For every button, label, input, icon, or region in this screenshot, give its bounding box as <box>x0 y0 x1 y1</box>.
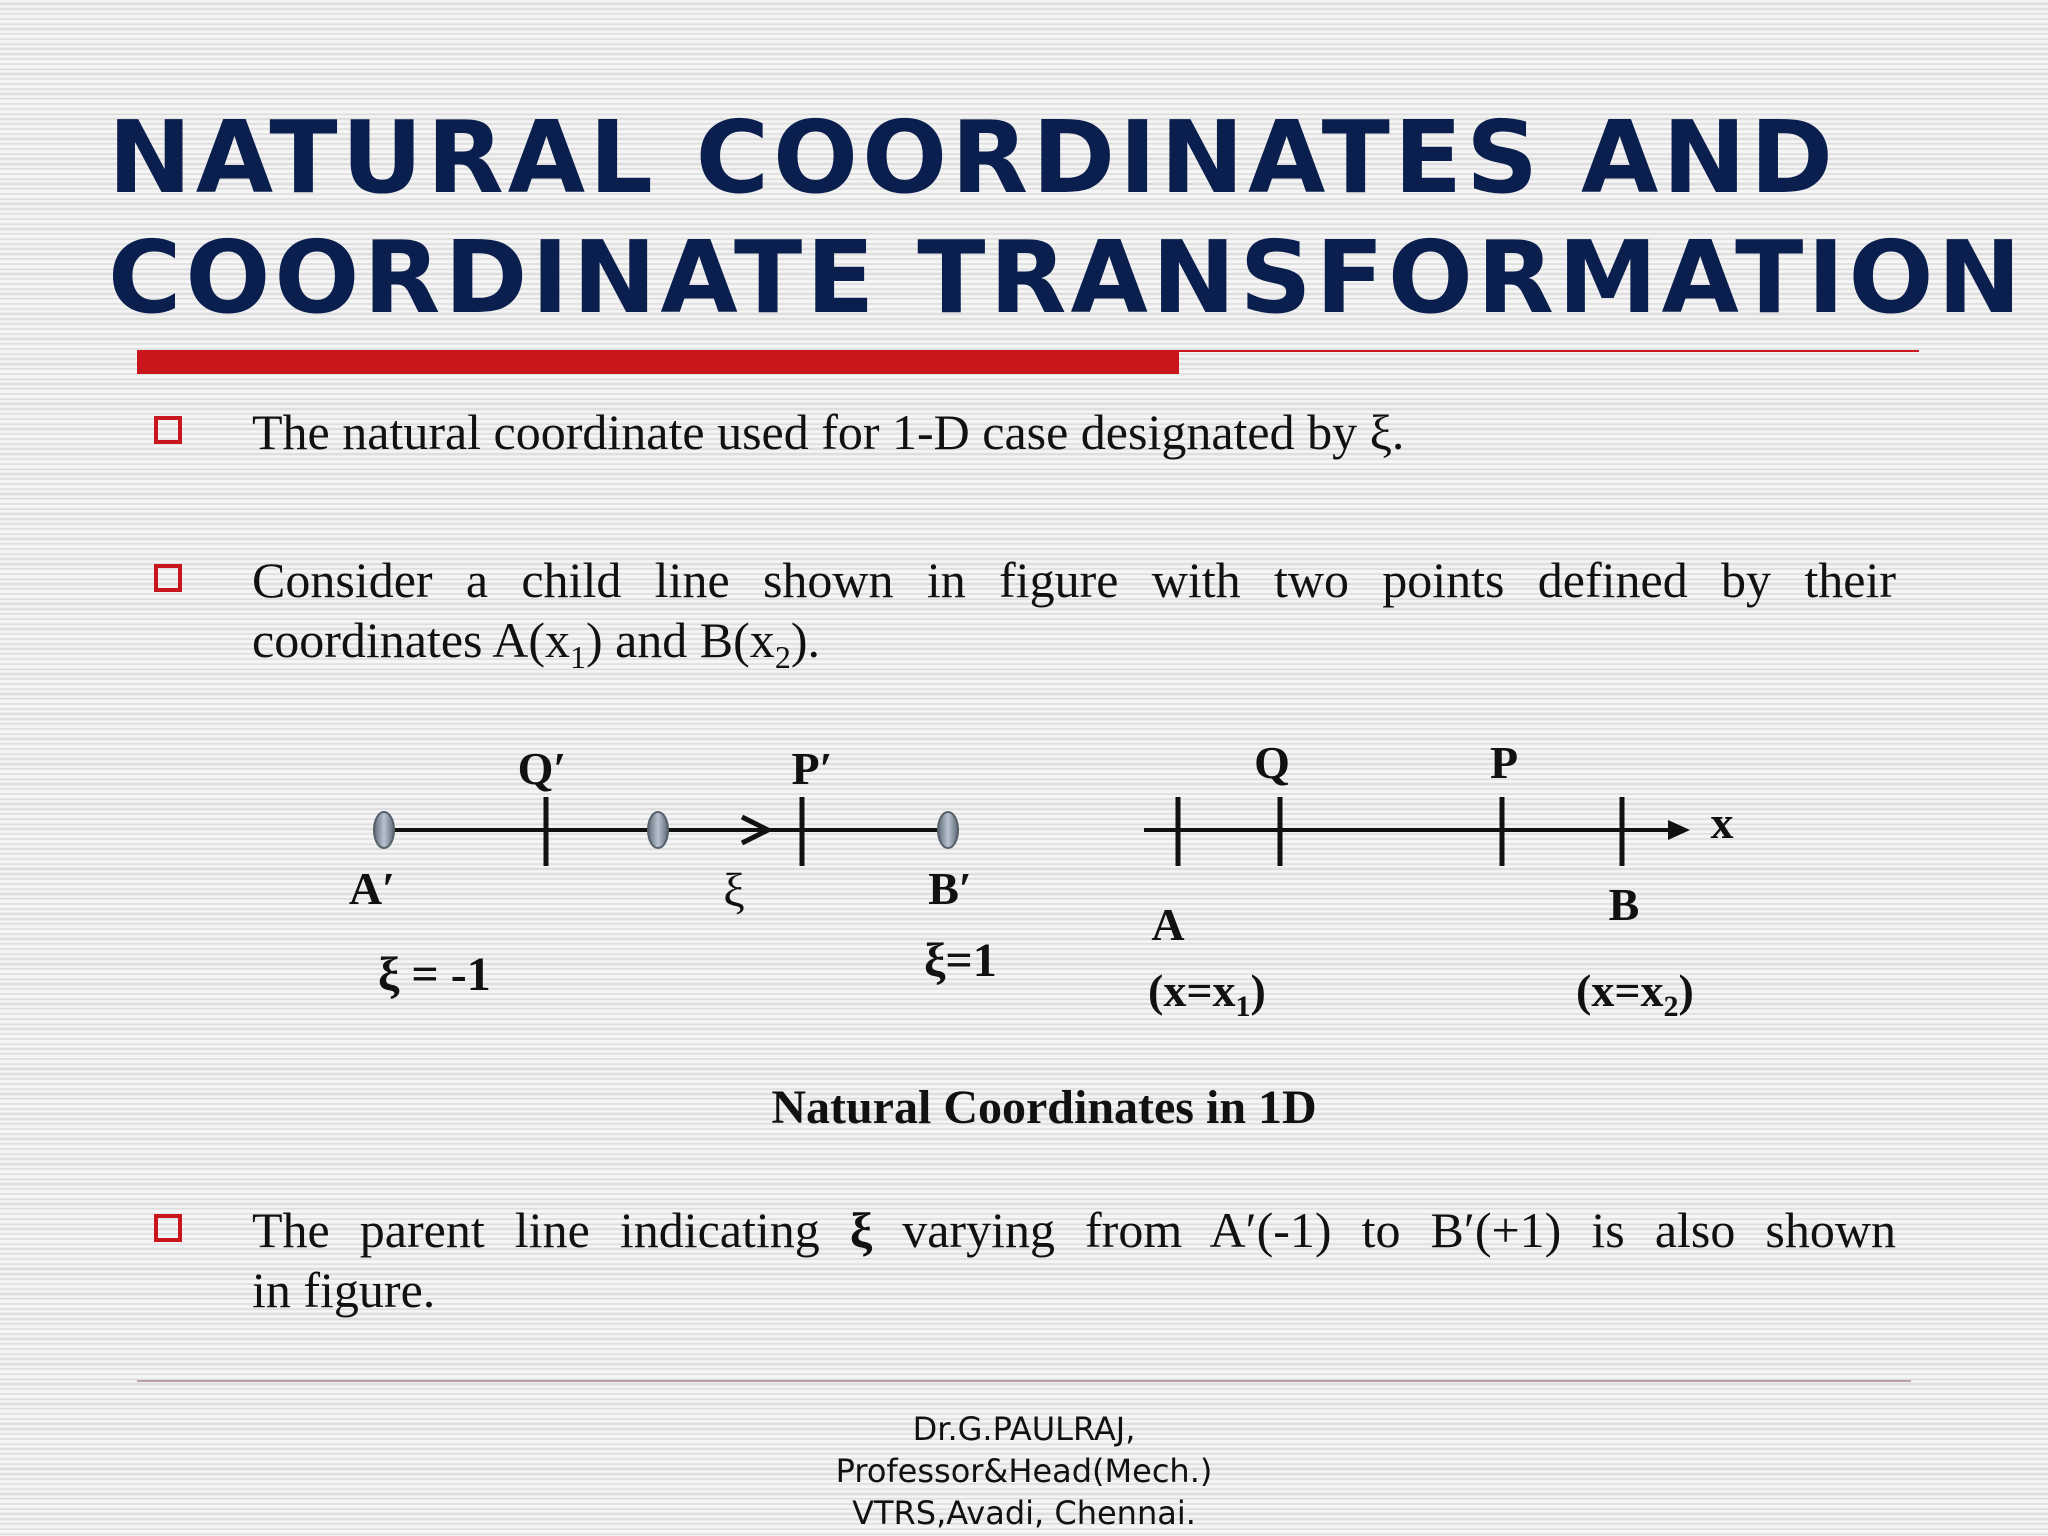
label-a-coordinate: $(x=x_1)$ <box>1148 965 1266 1023</box>
bullet-square-icon <box>154 416 182 444</box>
title-underline-bar <box>137 350 1179 374</box>
label-b-prime: B′ <box>928 863 972 914</box>
child-line-diagram <box>1144 737 1734 1023</box>
label-p: P <box>1489 737 1519 788</box>
label-q: Q <box>1254 737 1290 788</box>
figure-caption: Natural Coordinates in 1D <box>771 1081 1317 1134</box>
slide-title-line-2: COORDINATE TRANSFORMATION <box>108 219 2026 336</box>
bullet-text-3-line-2: in figure. <box>252 1262 436 1318</box>
label-b: B <box>1608 879 1640 930</box>
label-p-prime: P′ <box>791 743 833 794</box>
title-underline-thin <box>1179 350 1919 352</box>
xi-arrow-icon <box>742 817 768 843</box>
bullet-text-3-line-1: The parent line indicating ξ varying from A′(-1) to B′(+1) is also shown <box>252 1202 1896 1258</box>
footer-line-1: Dr.G.PAULRAJ, <box>912 1410 1136 1448</box>
label-q-prime: Q′ <box>517 743 567 794</box>
node-b-prime-icon <box>938 812 958 848</box>
parent-line-diagram <box>349 743 997 1001</box>
bullet-text-1: The natural coordinate used for 1-D case designated by ξ. <box>252 404 1405 460</box>
label-xi: ξ <box>723 864 745 917</box>
bullet-text-2-line-2: coordinates $A(x_1)$ and $B(x_2)$. <box>252 612 820 675</box>
label-x-axis: x <box>1710 797 1734 848</box>
bullet-text-2-line-1: Consider a child line shown in figure with two points defined by their <box>252 552 1896 608</box>
label-a: A <box>1151 899 1185 950</box>
x-axis-arrow-icon <box>1668 820 1690 840</box>
bullet-text-3 <box>252 1200 1896 1320</box>
label-xi-one: ξ=1 <box>924 934 997 987</box>
bullet-text-2 <box>252 550 1896 687</box>
footer-author <box>0 1408 2048 1534</box>
footer-line-2: Professor&Head(Mech.) <box>835 1452 1213 1490</box>
node-a-prime-icon <box>374 812 394 848</box>
label-a-prime: A′ <box>348 863 396 914</box>
label-b-coordinate: $(x=x_2)$ <box>1576 965 1694 1023</box>
node-mid-icon <box>648 812 668 848</box>
slide-title-line-1: NATURAL COORDINATES AND <box>108 99 1838 216</box>
slide-title <box>108 98 2025 338</box>
bullet-square-icon <box>154 564 182 592</box>
footer-divider <box>137 1380 1911 1382</box>
label-xi-minus-one: ξ = -1 <box>378 948 491 1001</box>
footer-line-3: VTRS,Avadi, Chennai. <box>852 1494 1196 1532</box>
bullet-square-icon <box>154 1214 182 1242</box>
